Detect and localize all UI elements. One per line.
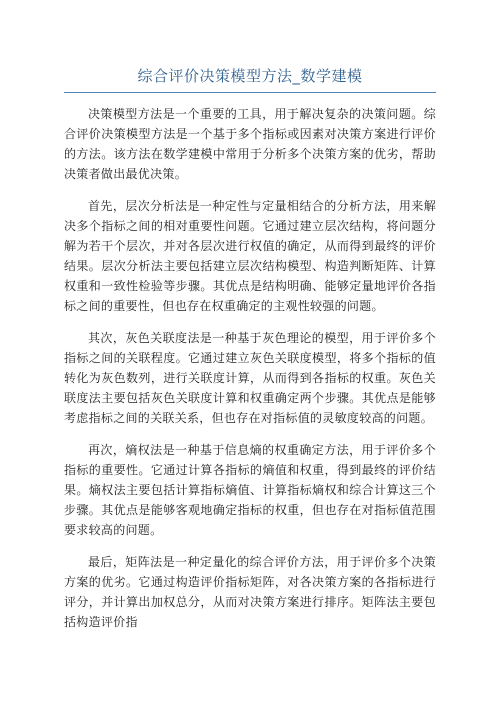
paragraph-entropy-weight: 再次，熵权法是一种基于信息熵的权重确定方法，用于评价多个指标的重要性。它通过计算各指标的熵值和权重，得到最终的评价结果。熵权法主要包括计算指标熵值、计算指标熵权和综合计算这三个步骤。其优点是能够客观地确定指标的权重，但也存在对指标值范围要求较高的问题。 <box>64 443 436 537</box>
paragraph-grey-relational: 其次，灰色关联度法是一种基于灰色理论的模型，用于评价多个指标之间的关联程度。它通过建立灰色关联度模型，将多个指标的值转化为灰色数列，进行关联度计算，从而得到各指标的权重。灰色关联度法主要包括灰色关联度计算和权重确定两个步骤。其优点是能够考虑指标之间的关联关系，但也存在对指标值的灵敏度较高的问题。 <box>64 331 436 425</box>
paragraph-matrix-method: 最后，矩阵法是一种定量化的综合评价方法，用于评价多个决策方案的优劣。它通过构造评价指标矩阵，对各决策方案的各指标进行评分，并计算出加权总分，从而对决策方案进行排序。矩阵法主要包括构造评价指 <box>64 555 436 629</box>
paragraph-ahp: 首先，层次分析法是一种定性与定量相结合的分析方法，用来解决多个指标之间的相对重要性问题。它通过建立层次结构，将问题分解为若干个层次，并对各层次进行权值的确定，从而得到最终的评价结果。层次分析法主要包括建立层次结构模型、构造判断矩阵、计算权重和一致性检验等步骤。其优点是结构明确、能够定量地评价各指标之间的重要性，但也存在权重确定的主观性较强的问题。 <box>64 199 436 313</box>
document-title: 综合评价决策模型方法_数学建模 <box>137 67 363 85</box>
document-body <box>64 104 436 632</box>
paragraph-intro: 决策模型方法是一个重要的工具，用于解决复杂的决策问题。综合评价决策模型方法是一个基于多个指标或因素对决策方案进行评价的方法。该方法在数学建模中常用于分析多个决策方案的优劣，帮助决策者做出最优决策。 <box>64 107 436 181</box>
title-underline <box>64 92 436 93</box>
